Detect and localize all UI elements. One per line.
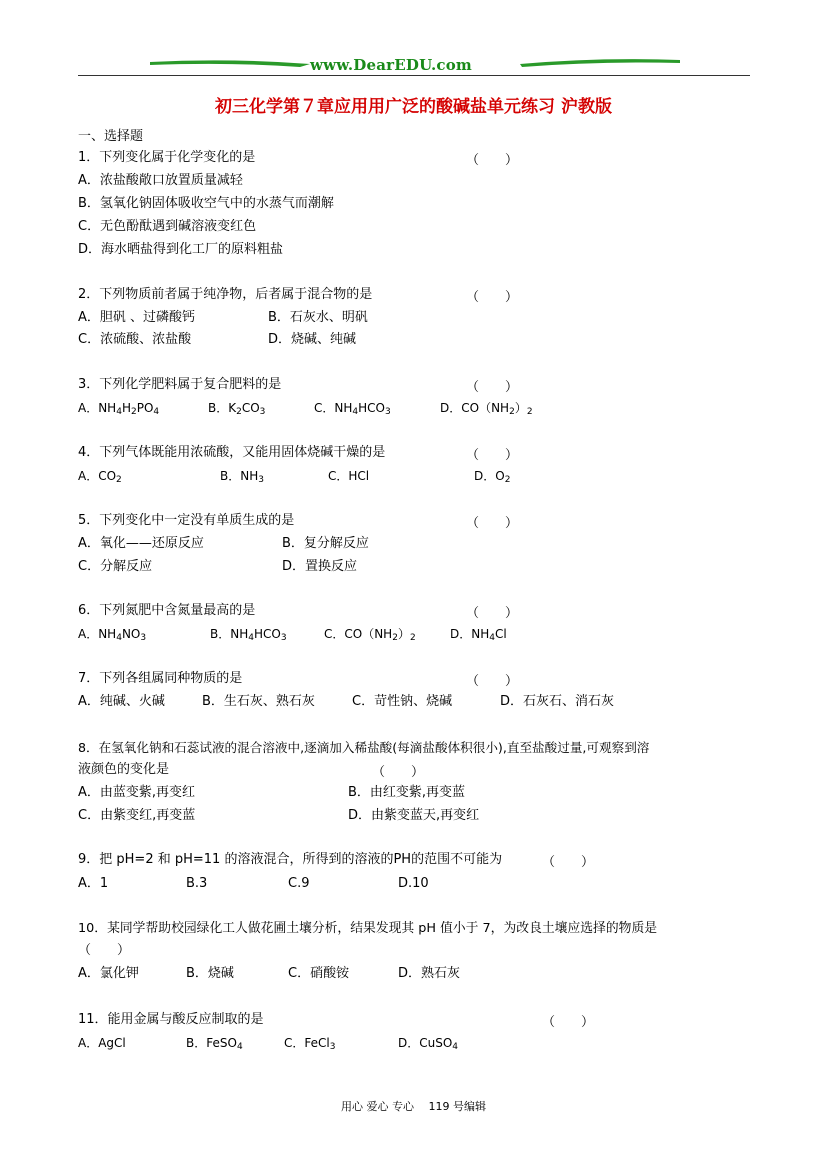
question-6-option-b: B．$NH_4HCO_3$: [210, 627, 287, 643]
question-1-option-c: C．无色酚酞遇到碱溶液变红色: [78, 219, 257, 234]
question-10-option-a: A．氯化钾: [78, 966, 139, 981]
question-2-option-d: D．烧碱、纯碱: [268, 332, 357, 347]
question-7-answer-blank: （ ）: [466, 674, 519, 689]
question-3-option-b: B．$K_2CO_3$: [208, 401, 266, 417]
question-6-option-a: A．$NH_4NO_3$: [78, 627, 147, 643]
question-11-stem: 11．能用金属与酸反应制取的是: [78, 1012, 264, 1027]
question-7-option-c: C．苛性钠、烧碱: [352, 694, 453, 709]
question-9-answer-blank: （ ）: [542, 855, 595, 870]
question-11-option-a: A．AgCl: [78, 1036, 126, 1050]
question-3-answer-blank: （ ）: [466, 380, 519, 395]
question-5-stem: 5．下列变化中一定没有单质生成的是: [78, 513, 295, 528]
question-5-answer-blank: （ ）: [466, 516, 519, 531]
question-7-stem: 7．下列各组属同种物质的是: [78, 671, 243, 686]
question-1-option-d: D．海水晒盐得到化工厂的原料粗盐: [78, 242, 284, 257]
question-8-answer-blank: （ ）: [372, 765, 425, 780]
question-4-answer-blank: （ ）: [466, 448, 519, 463]
question-11-option-b: B．FeSO$_4$: [186, 1036, 243, 1052]
question-4-option-a: A．$CO_2$: [78, 469, 122, 485]
site-logo: www.DearEDU.com: [310, 56, 473, 74]
question-11-answer-blank: （ ）: [542, 1015, 595, 1030]
question-4-option-d: D．$O_2$: [474, 469, 511, 485]
question-6-option-c: C．$CO(NH_2)_2$: [324, 627, 416, 643]
question-8-option-a: A．由蓝变紫,再变红: [78, 785, 196, 800]
question-1-stem: 1．下列变化属于化学变化的是: [78, 150, 256, 165]
question-1-answer-blank: （ ）: [466, 153, 519, 168]
question-3-stem: 3．下列化学肥料属于复合肥料的是: [78, 377, 282, 392]
question-5-option-b: B．复分解反应: [282, 536, 369, 551]
question-8-option-c: C．由紫变红,再变蓝: [78, 808, 196, 823]
question-2-option-c: C．浓硫酸、浓盐酸: [78, 332, 192, 347]
question-10-answer-blank: （ ）: [78, 943, 131, 958]
question-9-option-b: B.3: [186, 876, 208, 891]
question-8-stem: 8．在氢氧化钠和石蕊试液的混合溶液中,逐滴加入稀盐酸(每滴盐酸体积很小),直至盐酸过量,可观察到溶: [78, 740, 650, 755]
question-8-option-d: D．由紫变蓝天,再变红: [348, 808, 480, 823]
question-10-option-b: B．烧碱: [186, 966, 234, 981]
question-5-option-a: A．氧化——还原反应: [78, 536, 204, 551]
question-6-answer-blank: （ ）: [466, 606, 519, 621]
question-8-stem-continued: 液颜色的变化是: [78, 762, 170, 777]
question-5-option-c: C．分解反应: [78, 559, 153, 574]
question-9-option-d: D.10: [398, 876, 429, 891]
question-10-option-d: D．熟石灰: [398, 966, 461, 981]
question-9-option-c: C.9: [288, 876, 310, 891]
question-1-option-a: A．浓盐酸敞口放置质量减轻: [78, 173, 243, 188]
page-title: 初三化学第７章应用用广泛的酸碱盐单元练习 沪教版: [215, 97, 612, 117]
question-11-option-d: D．CuSO$_4$: [398, 1036, 459, 1052]
question-3-option-d: D．$CO(NH_2)_2$: [440, 401, 533, 417]
header-divider: [78, 75, 750, 76]
question-11-option-c: C．FeCl$_3$: [284, 1036, 336, 1052]
question-3-option-a: A．$NH_4H_2PO_4$: [78, 401, 160, 417]
question-2-option-a: A．胆矾 、过磷酸钙: [78, 310, 196, 325]
section-heading: 一、选择题: [78, 129, 144, 144]
question-4-stem: 4．下列气体既能用浓硫酸，又能用固体烧碱干燥的是: [78, 445, 386, 460]
question-4-option-c: C．HCl: [328, 469, 370, 483]
page-footer: 用心 爱心 专心 119 号编辑: [341, 1100, 486, 1113]
question-7-option-a: A．纯碱、火碱: [78, 694, 165, 709]
question-5-option-d: D．置换反应: [282, 559, 358, 574]
question-2-option-b: B．石灰水、明矾: [268, 310, 368, 325]
question-8-option-b: B．由红变紫,再变蓝: [348, 785, 466, 800]
question-2-stem: 2．下列物质前者属于纯净物，后者属于混合物的是: [78, 287, 373, 302]
question-10-stem: 10．某同学帮助校园绿化工人做花圃土壤分析，结果发现其 pH 值小于 7，为改良土壤应选择的物质是: [78, 921, 658, 936]
question-4-option-b: B．$NH_3$: [220, 469, 264, 485]
question-7-option-b: B．生石灰、熟石灰: [202, 694, 315, 709]
question-3-option-c: C．$NH_4HCO_3$: [314, 401, 391, 417]
question-7-option-d: D．石灰石、消石灰: [500, 694, 615, 709]
question-6-option-d: D．$NH_4Cl$: [450, 627, 507, 643]
question-1-option-b: B．氢氧化钠固体吸收空气中的水蒸气而潮解: [78, 196, 334, 211]
question-10-option-c: C．硝酸铵: [288, 966, 350, 981]
question-2-answer-blank: （ ）: [466, 290, 519, 305]
question-6-stem: 6．下列氮肥中含氮量最高的是: [78, 603, 256, 618]
question-9-stem: 9．把 pH=2 和 pH=11 的溶液混合，所得到的溶液的PH的范围不可能为: [78, 852, 503, 867]
question-9-option-a: A．1: [78, 876, 109, 891]
